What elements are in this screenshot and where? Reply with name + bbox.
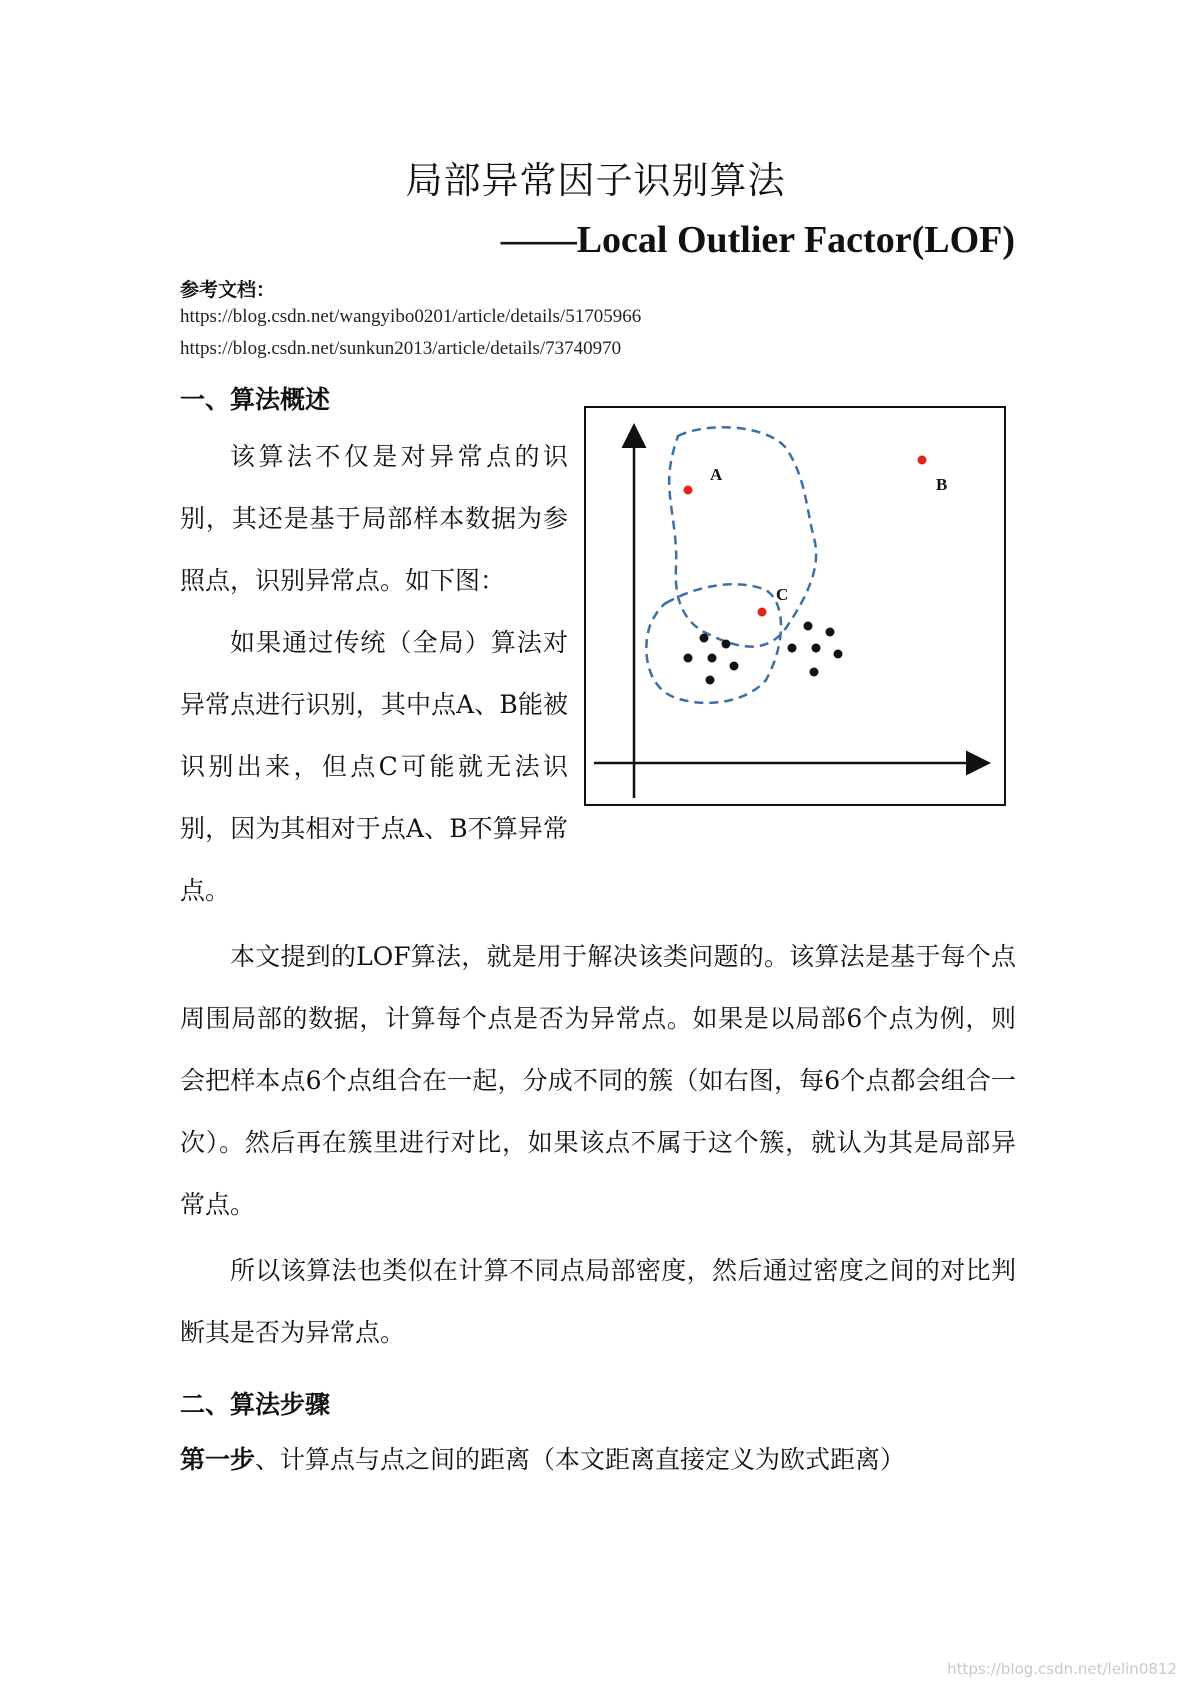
references-label: 参考文档： (180, 279, 276, 301)
point (812, 644, 821, 653)
point (788, 644, 797, 653)
lof-illustration-svg (586, 408, 1004, 804)
point (834, 650, 843, 659)
point-a (684, 486, 693, 495)
point (722, 640, 731, 649)
reference-link-2[interactable]: https://blog.csdn.net/sunkun2013/article/details/73740970 (180, 338, 622, 359)
section-1-heading: 一、算法概述 (180, 385, 331, 414)
step-1 (180, 1440, 1020, 1476)
point (706, 676, 715, 685)
watermark: https://blog.csdn.net/lelin0812 (947, 1660, 1177, 1678)
point (810, 668, 819, 677)
cluster-boundary-small (646, 584, 781, 703)
point-b (918, 456, 927, 465)
label-b: B (936, 475, 948, 494)
point (826, 628, 835, 637)
paragraph-2: 如果通过传统（全局）算法对异常点进行识别，其中点A、B能被识别出来，但点C可能就无法识别，因为其相对于点A、B不算异常点。 (180, 628, 568, 905)
point (708, 654, 717, 663)
point (730, 662, 739, 671)
reference-link-1[interactable]: https://blog.csdn.net/wangyibo0201/article/details/51705966 (180, 306, 642, 327)
cluster-boundary-large (669, 427, 816, 646)
label-a: A (710, 465, 723, 484)
paragraph-3: 本文提到的LOF算法，就是用于解决该类问题的。该算法是基于每个点周围局部的数据，计算每个点是否为异常点。如果是以局部6个点为例，则会把样本点6个点组合在一起，分成不同的簇（如右图，每6个点都会组合一次）。然后再在簇里进行对比，如果该点不属于这个簇，就认为其是局部异常点。 (180, 942, 1016, 1219)
paragraph-4: 所以该算法也类似在计算不同点局部密度，然后通过密度之间的对比判断其是否为异常点。 (180, 1256, 1016, 1347)
lof-illustration-figure (584, 406, 1006, 806)
document-title: 局部异常因子识别算法 (405, 159, 786, 202)
paragraph-1: 该算法不仅是对异常点的识别，其还是基于局部样本数据为参照点，识别异常点。如下图： (180, 442, 568, 595)
step-1-label: 第一步 (180, 1445, 256, 1474)
point (804, 622, 813, 631)
section-2-heading: 二、算法步骤 (180, 1390, 331, 1419)
document-subtitle: ——Local Outlier Factor(LOF) (500, 219, 1015, 261)
point (684, 654, 693, 663)
step-1-text: 、计算点与点之间的距离（本文距离直接定义为欧式距离） (255, 1445, 906, 1474)
point (700, 634, 709, 643)
label-c: C (776, 585, 789, 604)
point-c (758, 608, 767, 617)
